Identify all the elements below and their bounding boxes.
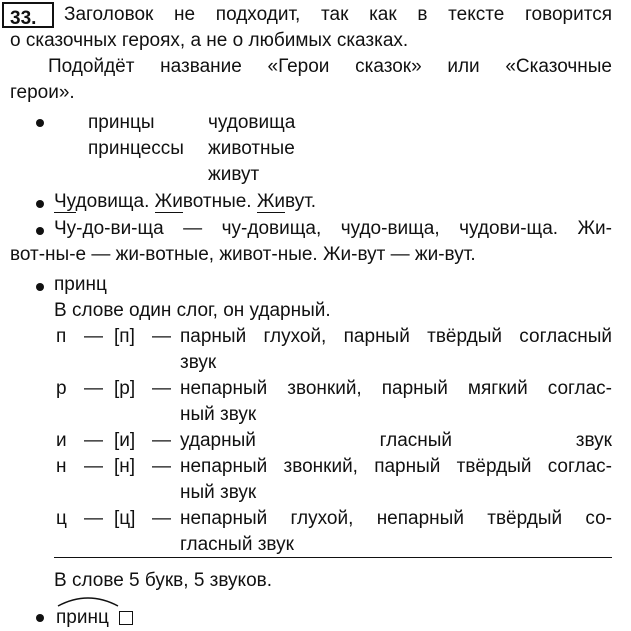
row-dash: — xyxy=(84,378,103,399)
analysis-summary: В слове 5 букв, 5 звуков. xyxy=(54,570,273,591)
row-desc-line2: ный звук xyxy=(180,482,257,503)
underline-mark-3: Жи xyxy=(256,191,286,212)
zero-ending-box xyxy=(119,611,133,625)
syllable-note: В слове один слог, он ударный. xyxy=(54,300,331,321)
task-number: 33. xyxy=(10,8,37,29)
bullet-morph xyxy=(36,614,44,622)
bullet-hyphenation xyxy=(36,227,44,235)
group-col1-row2: принцессы xyxy=(88,138,184,159)
separator-line xyxy=(54,557,612,558)
bullet-analysis xyxy=(36,283,44,291)
word-3-rest: вут. xyxy=(285,191,317,212)
row-desc-line1: ударный гласный звук xyxy=(180,430,612,451)
morph-root-word: принц xyxy=(56,607,109,628)
row-sound: [и] xyxy=(114,430,136,451)
underlined-words xyxy=(54,191,316,213)
row-desc-line1: непарный звонкий, парный мягкий соглас- xyxy=(180,378,612,399)
para1-line2: о сказочных героях, а не о любимых сказках. xyxy=(10,30,409,51)
row-desc-line2: ный звук xyxy=(180,404,257,425)
bullet-groups xyxy=(36,119,44,127)
task-number-box xyxy=(2,2,54,28)
row-dash: — xyxy=(152,378,171,399)
word-2-rest: вотные. xyxy=(182,191,252,212)
row-letter: н xyxy=(56,456,67,477)
hyphenation-line1: Чу-до-ви-ща — чу-довища, чудо-вища, чудови-ща. Жи- xyxy=(54,218,612,239)
para2-line2: герои». xyxy=(10,82,75,103)
row-letter: р xyxy=(56,378,67,399)
para2-line1: Подойдёт название «Герои сказок» или «Сказочные xyxy=(48,56,612,77)
group-col2-row2: животные xyxy=(208,138,295,159)
row-desc-line2: гласный звук xyxy=(180,534,294,555)
word-1-rest: довища. xyxy=(75,191,150,212)
row-letter: и xyxy=(56,430,67,451)
row-sound: [п] xyxy=(114,326,135,347)
group-col1-row1: принцы xyxy=(88,112,155,133)
group-col2-row1: чудовища xyxy=(208,112,296,133)
row-sound: [р] xyxy=(114,378,136,399)
row-desc-line2: звук xyxy=(180,352,217,373)
row-sound: [н] xyxy=(114,456,136,477)
underline-mark-1: Чу xyxy=(54,191,76,212)
row-desc-line1: непарный глухой, непарный твёрдый со- xyxy=(180,508,612,529)
root-arc-icon xyxy=(56,594,120,608)
row-letter: ц xyxy=(56,508,67,529)
row-dash: — xyxy=(84,430,103,451)
row-letter: п xyxy=(56,326,67,347)
para1-line1: Заголовок не подходит, так как в тексте говорится xyxy=(64,4,612,25)
hyphenation-line2: вот-ны-е — жи-вотные, живот-ные. Жи-вут — жи-вут. xyxy=(10,244,476,265)
row-dash: — xyxy=(152,326,171,347)
row-dash: — xyxy=(152,430,171,451)
row-dash: — xyxy=(84,508,103,529)
row-sound: [ц] xyxy=(114,508,136,529)
row-desc-line1: парный глухой, парный твёрдый согласный xyxy=(180,326,612,347)
analysis-word: принц xyxy=(54,274,107,295)
row-dash: — xyxy=(84,456,103,477)
row-dash: — xyxy=(152,508,171,529)
bullet-underlined xyxy=(36,200,44,208)
row-desc-line1: непарный звонкий, парный твёрдый соглас- xyxy=(180,456,612,477)
row-dash: — xyxy=(84,326,103,347)
group-col2-row3: живут xyxy=(208,164,260,185)
underline-mark-2: Жи xyxy=(154,191,183,212)
row-dash: — xyxy=(152,456,171,477)
